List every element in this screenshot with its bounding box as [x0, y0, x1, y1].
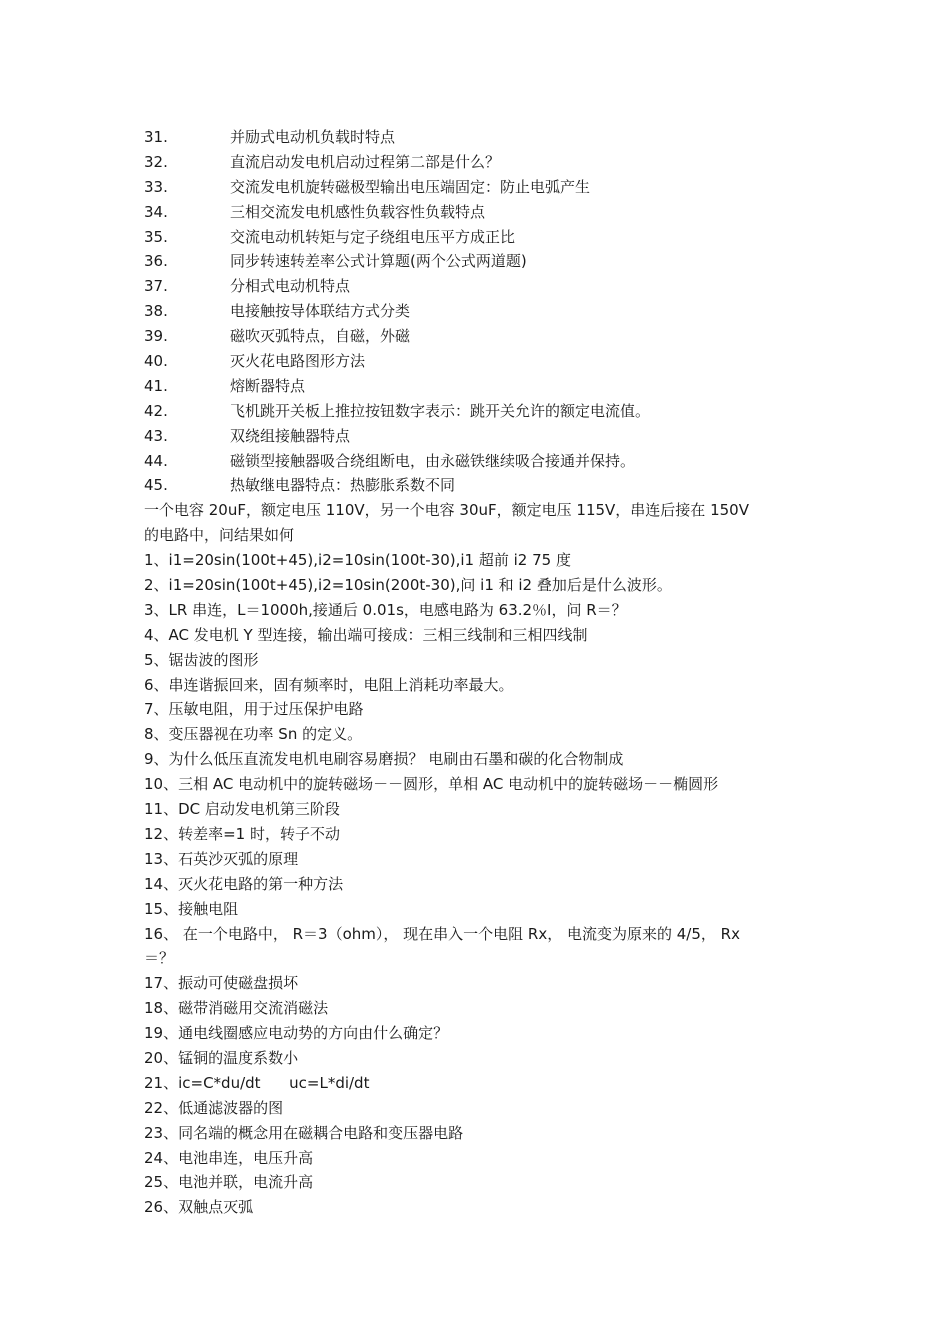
item-number: 45.	[144, 476, 168, 495]
item-number: 37.	[144, 277, 168, 296]
list-item: 8、变压器视在功率 Sn 的定义。	[144, 725, 363, 744]
list-item: 23、同名端的概念用在磁耦合电路和变压器电路	[144, 1123, 464, 1142]
item-text: 双绕组接触器特点	[230, 426, 351, 445]
list-item: 20、锰铜的温度系数小	[144, 1048, 299, 1067]
item-text: 灭火花电路图形方法	[230, 352, 366, 371]
item-number: 33.	[144, 177, 168, 196]
list-item: 10、三相 AC 电动机中的旋转磁场－－圆形，单相 AC 电动机中的旋转磁场－－椭圆形	[144, 775, 719, 794]
document-body	[144, 125, 814, 1220]
list-item-16-line2: ＝？	[144, 949, 175, 968]
item-number: 36.	[144, 252, 168, 271]
item-number: 39.	[144, 327, 168, 346]
item-number: 32.	[144, 152, 168, 171]
list-item: 3、LR 串连，L＝1000h,接通后 0.01s，电感电路为 63.2％I，问 R＝？	[144, 600, 627, 619]
list-item: 5、锯齿波的图形	[144, 650, 259, 669]
list-item: 25、电池并联，电流升高	[144, 1173, 314, 1192]
list-item: 14、灭火花电路的第一种方法	[144, 874, 344, 893]
item-number: 43.	[144, 426, 168, 445]
item-text: 热敏继电器特点：热膨胀系数不同	[230, 476, 456, 495]
capacitor-question-line1: 一个电容 20uF，额定电压 110V，另一个电容 30uF，额定电压 115V，串连后接在 150V	[144, 501, 749, 520]
numbered-item	[144, 150, 814, 175]
list-item: 11、DC 启动发电机第三阶段	[144, 800, 340, 819]
item-text: 熔断器特点	[230, 376, 306, 395]
item-number: 35.	[144, 227, 168, 246]
list-item: 2、i1=20sin(100t+45),i2=10sin(200t-30),问 i1 和 i2 叠加后是什么波形。	[144, 576, 672, 595]
item-text: 磁锁型接触器吸合绕组断电，由永磁铁继续吸合接通并保持。	[230, 451, 636, 470]
list-item: 6、串连谐振回来，固有频率时，电阻上消耗功率最大。	[144, 675, 514, 694]
numbered-item	[144, 374, 814, 399]
numbered-item	[144, 249, 814, 274]
list-item: 4、AC 发电机 Y 型连接，输出端可接成：三相三线制和三相四线制	[144, 625, 588, 644]
item-text: 飞机跳开关板上推拉按钮数字表示：跳开关允许的额定电流值。	[230, 401, 651, 420]
list-item: 21、ic=C*du/dt uc=L*di/dt	[144, 1073, 370, 1092]
item-number: 42.	[144, 401, 168, 420]
item-number: 34.	[144, 202, 168, 221]
item-text: 交流发电机旋转磁极型输出电压端固定：防止电弧产生	[230, 177, 591, 196]
list-item: 17、振动可使磁盘损坏	[144, 974, 299, 993]
list-item: 15、接触电阻	[144, 899, 239, 918]
item-text: 磁吹灭弧特点，自磁，外磁	[230, 327, 411, 346]
numbered-item	[144, 125, 814, 150]
item-text: 同步转速转差率公式计算题(两个公式两道题)	[230, 252, 527, 271]
list-item: 9、为什么低压直流发电机电刷容易磨损？ 电刷由石墨和碳的化合物制成	[144, 750, 624, 769]
item-text: 直流启动发电机启动过程第二部是什么？	[230, 152, 501, 171]
item-text: 并励式电动机负载时特点	[230, 128, 396, 146]
list-item: 7、压敏电阻，用于过压保护电路	[144, 700, 364, 719]
list-item: 19、通电线圈感应电动势的方向由什么确定？	[144, 1024, 449, 1043]
numbered-item	[144, 225, 814, 250]
list-item: 12、转差率=1 时，转子不动	[144, 824, 340, 843]
item-number: 38.	[144, 302, 168, 321]
numbered-item	[144, 473, 814, 498]
item-text: 分相式电动机特点	[230, 277, 351, 296]
list-item: 18、磁带消磁用交流消磁法	[144, 999, 329, 1018]
item-text: 三相交流发电机感性负载容性负载特点	[230, 202, 486, 221]
list-item: 1、i1=20sin(100t+45),i2=10sin(100t-30),i1 超前 i2 75 度	[144, 551, 571, 570]
numbered-item	[144, 175, 814, 200]
numbered-item	[144, 274, 814, 299]
list-item: 26、双触点灭弧	[144, 1198, 254, 1217]
capacitor-question-line2: 的电路中，问结果如何	[144, 526, 295, 545]
numbered-item	[144, 299, 814, 324]
list-item: 24、电池串连，电压升高	[144, 1148, 314, 1167]
list-item-16-line1: 16、 在一个电路中， R＝3（ohm）， 现在串入一个电阻 Rx， 电流变为原来的 4/5， Rx	[144, 924, 740, 943]
numbered-item	[144, 399, 814, 424]
numbered-item	[144, 424, 814, 449]
item-number: 41.	[144, 376, 168, 395]
item-number: 40.	[144, 352, 168, 371]
numbered-item	[144, 200, 814, 225]
item-number: 31.	[144, 128, 168, 146]
item-text: 交流电动机转矩与定子绕组电压平方成正比	[230, 227, 516, 246]
numbered-item	[144, 449, 814, 474]
item-text: 电接触按导体联结方式分类	[230, 302, 411, 321]
numbered-item	[144, 349, 814, 374]
list-item: 13、石英沙灭弧的原理	[144, 849, 299, 868]
numbered-item	[144, 324, 814, 349]
list-item: 22、低通滤波器的图	[144, 1098, 284, 1117]
item-number: 44.	[144, 451, 168, 470]
